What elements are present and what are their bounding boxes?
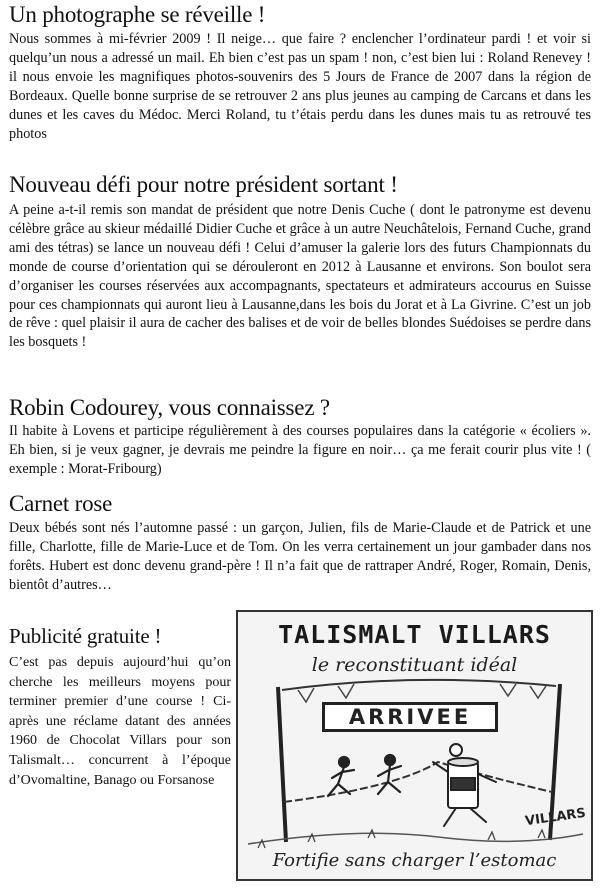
advert-brand: TALISMALT VILLARS <box>278 620 551 649</box>
article-title: Robin Codourey, vous connaissez ? <box>9 395 330 420</box>
advert-signature: VILLARS <box>524 805 587 830</box>
article-publicite <box>9 623 231 790</box>
article-body: A peine a-t-il remis son mandat de président que notre Denis Cuche ( dont le patronyme est devenu célèbre grâce au skieur médaillé Didier Cuche et grâce à un autre Neuchâtelois, Fernand Cuche, grand ami des tétras) se lance un nouveau défi ! Celui d’amuser la galerie lors des futurs Championnats du monde de course d’orientation qui se dérouleront en 2012 à Lausanne et environs. Son boulot sera d’organiser les courses réservées aux accompagnants, spectateurs et admirateurs accourus en Suisse pour ces championnats qui auront lieu à Lausanne,dans les bois du Jorat et à La Givrine. C’est un job de rêve : quel plaisir il aura de cacher des balises et de voir de belles blondes Suédoises se perdre dans les bosquets ! <box>9 202 591 351</box>
article-title: Publicité gratuite ! <box>9 624 162 648</box>
article-body: C’est pas depuis aujourd’hui qu’on cherche les meilleurs moyens pour terminer premier d’une course ! Ci-après une réclame datant des années 1960 de Chocolat Villars pour son Talismalt… concurrent à l’époque d’Ovomaltine, Banago ou Forsanose <box>9 655 231 788</box>
advert-tagline: le reconstituant idéal <box>311 654 518 676</box>
runner-middle <box>378 755 401 794</box>
talismalt-advert-image <box>236 610 593 881</box>
ground-line <box>248 833 583 844</box>
article-title: Nouveau défi pour notre président sortant ! <box>9 172 398 197</box>
advert-slogan: Fortifie sans charger l’estomac <box>272 850 557 871</box>
article-body: Il habite à Lovens et participe régulièrement à des courses populaires dans la catégorie « écoliers ». Eh bien, si je veux gagner, je devrais me peindre la figure en noir… ça me ferait courir plus vite ! ( exemple : Morat-Fribourg) <box>9 423 591 477</box>
advert-arrivee-banner: ARRIVEE <box>322 702 498 732</box>
article-title: Un photographe se réveille ! <box>9 2 266 27</box>
runner-left <box>328 757 354 796</box>
article-carnet-rose <box>9 491 591 595</box>
bunting-flags <box>298 684 546 702</box>
finish-post-left <box>278 687 286 842</box>
talismalt-can-character <box>433 744 496 826</box>
advert-illustration <box>238 612 591 879</box>
article-body: Deux bébés sont nés l’automne passé : un garçon, Julien, fils de Marie-Claude et de Patrick et une fille, Charlotte, fille de Marie-Luce et de Tom. On les verra certainement un jour gambader dans nos forêts. Hubert est donc devenu grand-père ! Il n’a fait que de rattraper André, Roger, Romain, Denis, bientôt d’autres… <box>9 520 591 593</box>
article-title: Carnet rose <box>9 491 113 516</box>
article-robin-codourey <box>9 395 591 479</box>
article-body: Nous sommes à mi-février 2009 ! Il neige… que faire ? enclencher l’ordinateur pardi ! et voir si quelqu’un nous a adressé un mail. Eh bien c’est pas un spam ! non, c’est bien lui : Roland Renevey ! il nous envoie les magnifiques photos-souvenirs des 5 Jours de France de 2007 dans la région de Bordeaux. Quelle bonne surprise de se retrouver 2 ans plus jeunes au camping de Carcans et dans les dunes et les caves du Médoc. Merci Roland, tu t’étais perdu dans les dunes mais tu as retrouvé tes photos <box>9 31 591 142</box>
article-photographe <box>9 2 591 143</box>
grass-tufts <box>258 830 545 848</box>
finish-tape <box>284 762 552 802</box>
article-nouveau-defi <box>9 172 591 352</box>
